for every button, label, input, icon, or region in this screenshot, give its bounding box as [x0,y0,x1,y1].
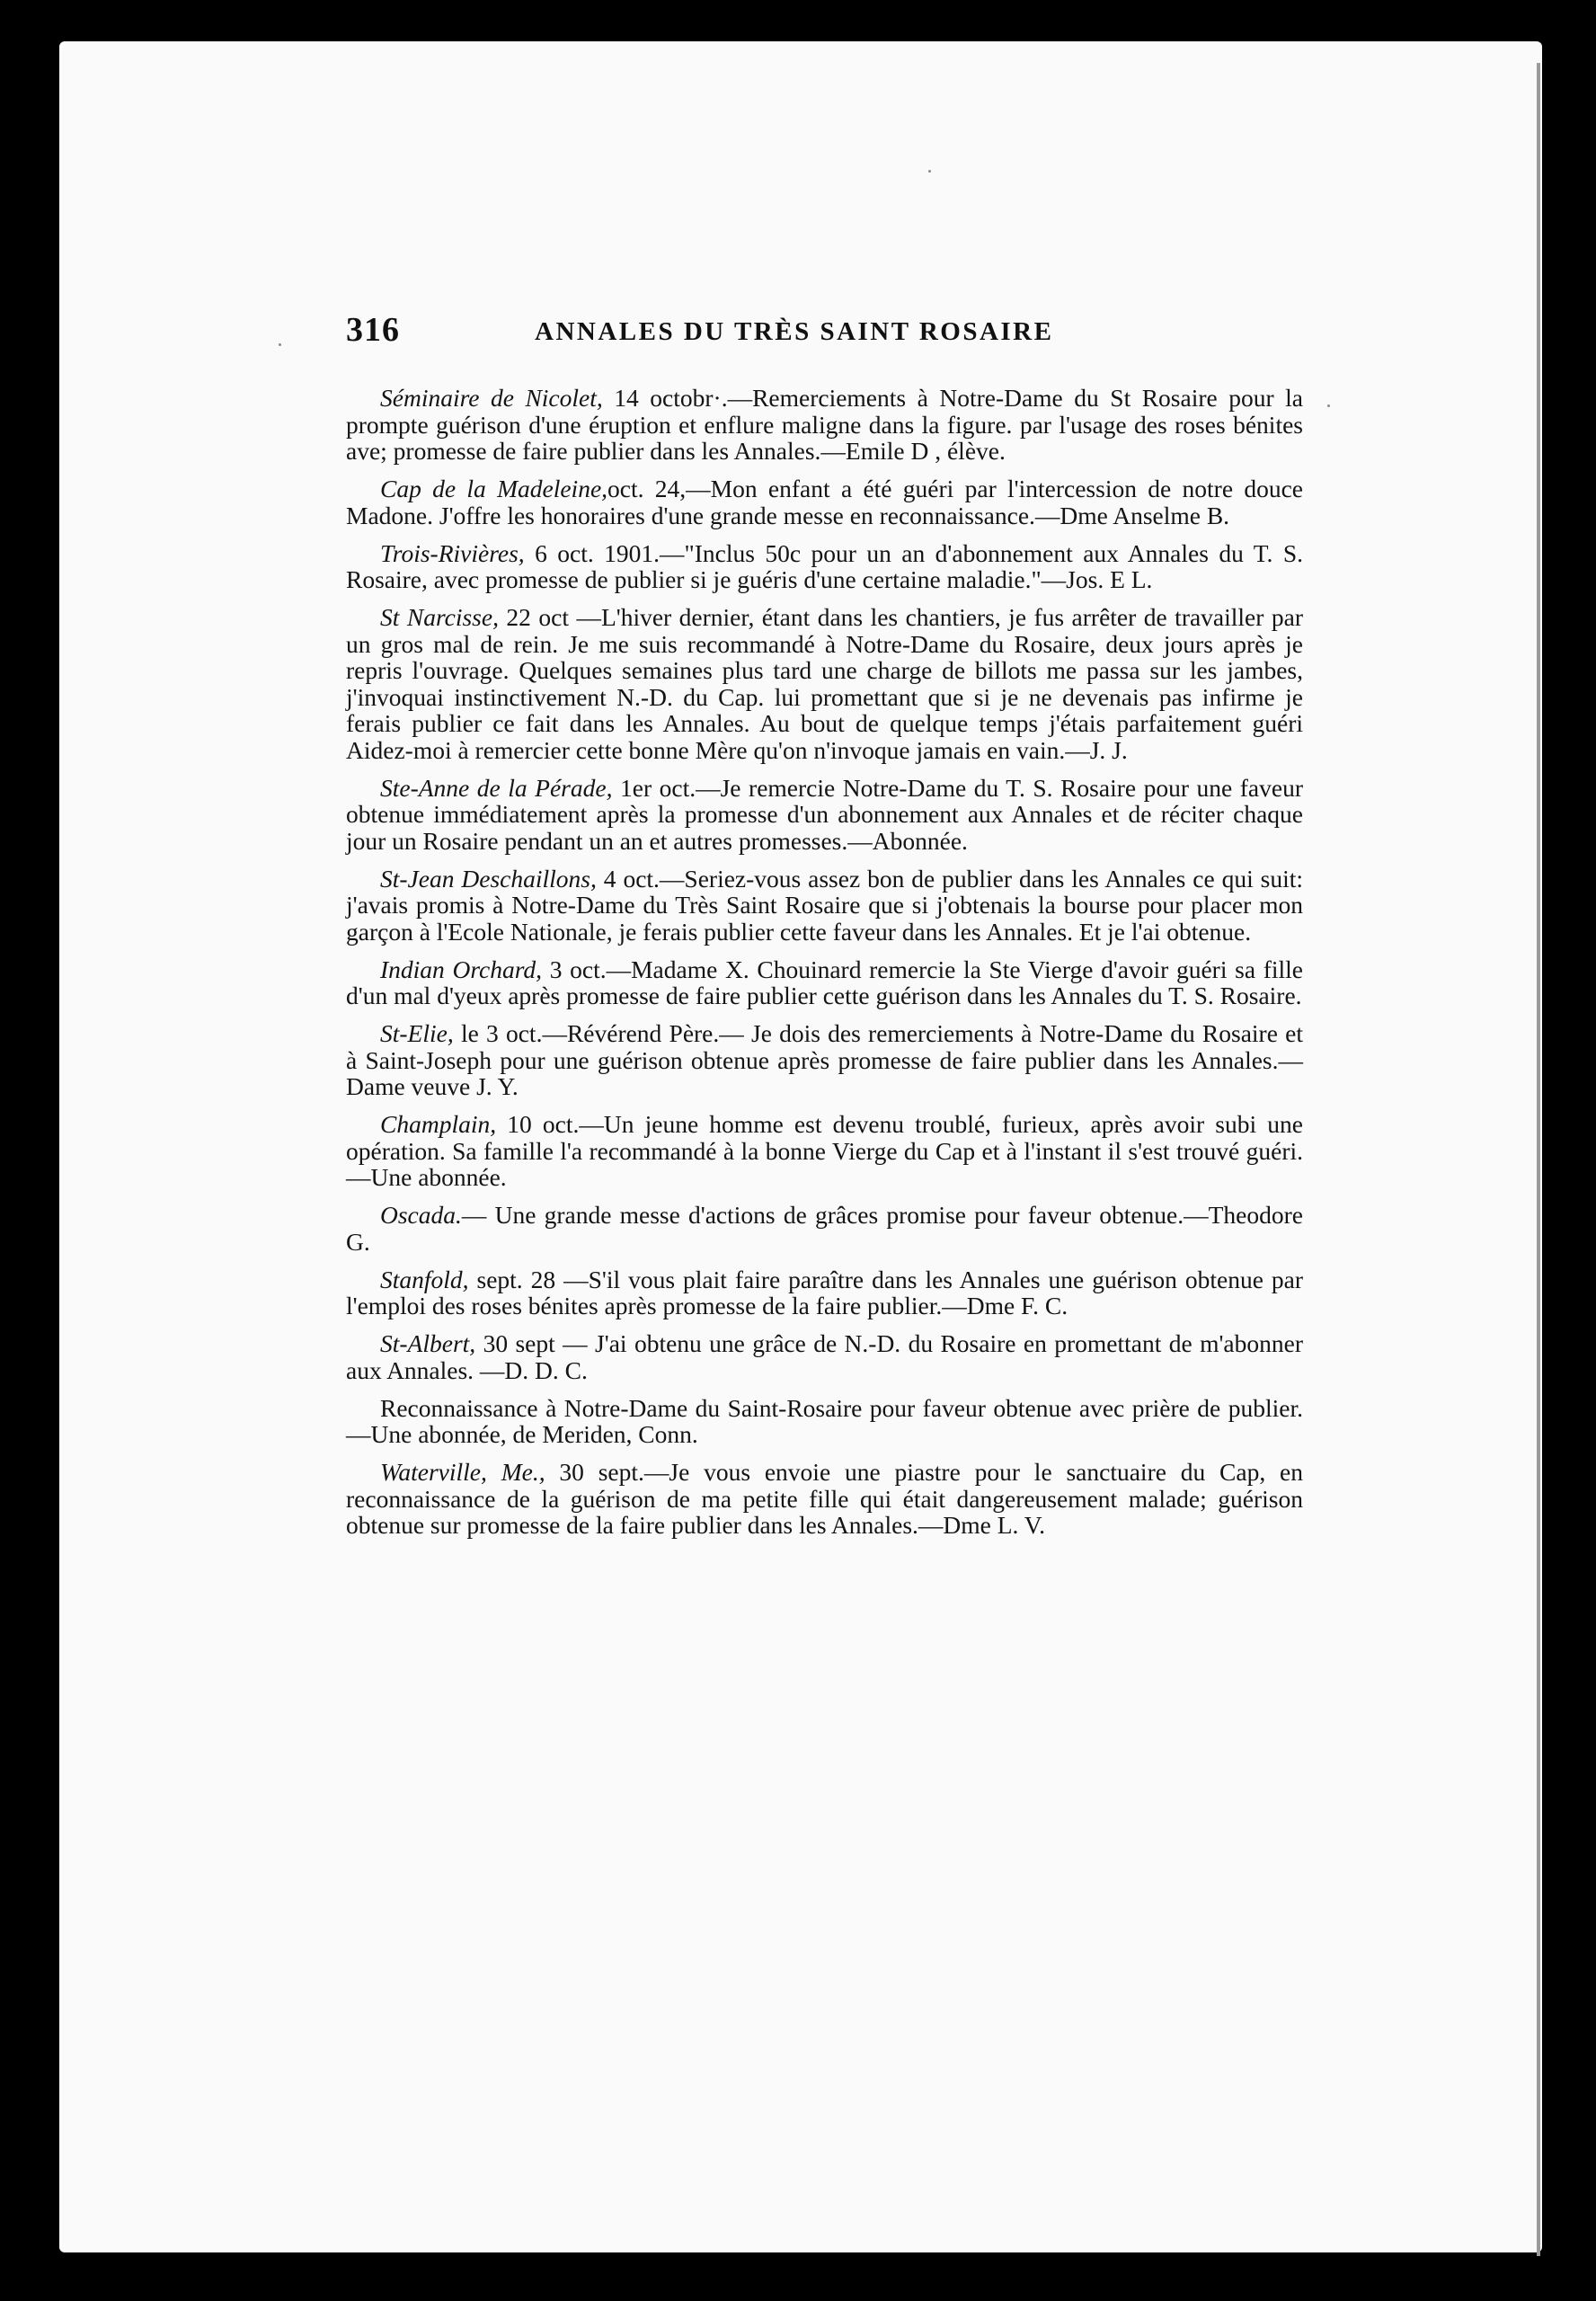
entry-place: Champlain, [380,1110,497,1138]
entry-paragraph [346,1111,1303,1191]
entry-text: 1er oct.—Je remercie Notre-Dame du T. S. Rosaire pour une faveur obtenue immédiatement après la promesse d'un abonnement aux Annales et de réciter chaque jour un Rosaire pendant un an et autres promesses.—Abonnée. [346,773,1303,855]
entry-text: 10 oct.—Un jeune homme est devenu troublé, furieux, après avoir subi une opération. Sa famille l'a recommandé à la bonne Vierge du Cap et à l'instant il s'est trouvé guéri.—Une abonnée. [346,1110,1303,1191]
speck-mark [1327,404,1330,407]
entry-place: St-Jean Deschaillons, [380,864,597,893]
page-number: 316 [346,311,400,349]
entry-paragraph [346,1266,1303,1319]
entry-text: le 3 oct.—Révérend Père.— Je dois des remerciements à Notre-Dame du Rosaire et à Saint-Joseph pour une guérison obtenue après promesse de faire publier dans les Annales.—Dame veuve J. Y. [346,1019,1303,1100]
entry-place: Trois-Rivières, [380,538,525,567]
page-edge [1537,63,1540,2256]
entry-paragraph [346,385,1303,465]
entry-text: 3 oct.—Madame X. Chouinard remercie la Ste Vierge d'avoir guéri sa fille d'un mal d'yeux après promesse de faire publier cette guérison dans les Annales du T. S. Rosaire. [346,955,1304,1009]
entry-text: 22 oct —L'hiver dernier, étant dans les chantiers, je fus arrêter de travailler par un gros mal de rein. Je me suis recommandé à Notre-Dame du Rosaire, deux jours après je repris l'ouvrage. Quelques semaines plus tard une charge de billots me passa sur les jambes, j'invoquai instinctivement N.-D. du Cap. lui promettant que si je ne devenais pas infirme je ferais publier ce fait dans les Annales. Au bout de quelque temps j'étais parfaitement guéri Aidez-moi à remercier cette bonne Mère qu'on n'invoque jamais en vain.—J. J. [346,603,1303,764]
entry-paragraph [346,1395,1303,1448]
entry-place: St-Albert, [380,1329,476,1357]
entry-place: Ste-Anne de la Pérade, [380,773,613,802]
entry-place: Cap de la Madeleine, [380,475,608,502]
entry-text: 6 oct. 1901.—"Inclus 50c pour un an d'abonnement aux Annales du T. S. Rosaire, avec promesse de publier si je guéris d'une certaine maladie."—Jos. E L. [346,538,1303,593]
entry-text: 4 oct.—Seriez-vous assez bon de publier dans les Annales ce qui suit: j'avais promis à Notre-Dame du Très Saint Rosaire que si j'obtenais la bourse pour placer mon garçon à l'Ecole Nationale, je ferais publier cette faveur dans les Annales. Et je l'ai obtenue. [346,864,1304,946]
entry-place: Stanfold, [380,1265,469,1293]
entry-paragraph [346,540,1303,593]
entry-paragraph [346,956,1303,1009]
entry-place: St Narcisse, [380,603,499,631]
entry-place: Oscada. [380,1201,462,1229]
entry-text: oct. 24,—Mon enfant a été guéri par l'intercession de notre douce Madone. J'offre les honoraires d'une grande messe en reconnaissance.—Dme Anselme B. [346,475,1303,529]
entry-paragraph [346,1459,1303,1539]
entry-text: 14 octobr·.—Remerciements à Notre-Dame du St Rosaire pour la prompte guérison d'une éruption et enflure maligne dans la figure. par l'usage des roses bénites ave; promesse de faire publier dans les Annales.—Emile D , élève. [346,384,1303,465]
entry-paragraph [346,866,1303,946]
entry-paragraph [346,1330,1303,1383]
page-header [346,310,1308,355]
entry-paragraph [346,775,1303,855]
entry-place: Séminaire de Nicolet, [380,384,603,412]
page-body [346,385,1303,1550]
entry-text: 30 sept — J'ai obtenu une grâce de N.-D. du Rosaire en promettant de m'abonner aux Annales. —D. D. C. [346,1329,1303,1384]
speck-mark [928,170,931,173]
running-title: ANNALES DU TRÈS SAINT ROSAIRE [535,317,1054,346]
entry-paragraph [346,1020,1303,1100]
speck-mark [279,343,281,346]
entry-place: Waterville, Me., [380,1458,545,1486]
entry-text: 30 sept.—Je vous envoie une piastre pour le sanctuaire du Cap, en reconnaissance de la guérison de ma petite fille qui était dangereusement malade; guérison obtenue sur promesse de la faire publier dans les Annales.—Dme L. V. [346,1458,1303,1539]
entry-paragraph [346,475,1303,529]
entry-text: — Une grande messe d'actions de grâces promise pour faveur obtenue.—Theodore G. [346,1201,1303,1256]
entry-place: Indian Orchard, [380,955,543,983]
entry-paragraph [346,604,1303,763]
entry-paragraph [346,1202,1303,1255]
entry-text: sept. 28 —S'il vous plait faire paraître dans les Annales une guérison obtenue par l'emploi des roses bénites après promesse de la faire publier.—Dme F. C. [346,1265,1303,1319]
entry-text: Reconnaissance à Notre-Dame du Saint-Rosaire pour faveur obtenue avec prière de publier.—Une abonnée, de Meriden, Conn. [346,1393,1303,1448]
entry-place: St-Elie, [380,1019,454,1047]
